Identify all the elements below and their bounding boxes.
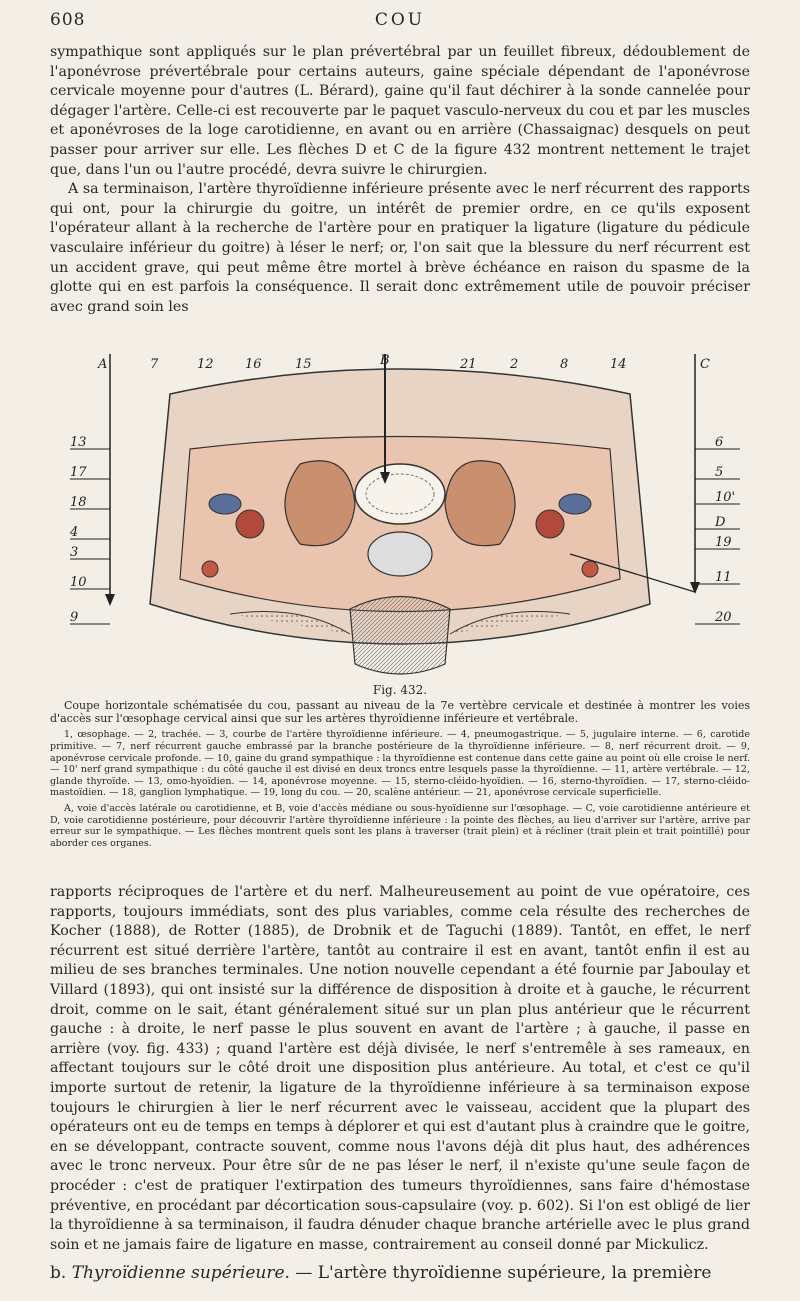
vertebral-left [202, 561, 218, 577]
label-11: 11 [715, 570, 732, 585]
esophagus [368, 532, 432, 576]
paragraph: sympathique sont appliqués sur le plan prévertébral par un feuillet fibreux, dédoublement de l'aponévrose prévertébrale pour certains auteurs, gaine spéciale dépendant de l'aponévrose cervicale moyenne pour d'autres (L. Bérard), gaine qu'il faut déchirer à la sonde cannelée pour dégager l'artère. Celle-ci est recouverte par le paquet vasculo-nerveux du cou et par les muscles et aponévroses de la loge carotidienne, en avant ou en arrière (Chassaignac) desquels on peut passer pour arriver sur elle. Les flèches D et C de la figure 432 montrent nettement le trajet que, dans l'un ou l'autre procédé, devra suivre le chirurgien. [50, 44, 750, 178]
text-block-bottom [50, 883, 750, 1255]
label-21: 21 [460, 357, 477, 372]
label-8: 8 [560, 357, 569, 372]
anatomical-cross-section [50, 354, 750, 684]
paragraph: A sa terminaison, l'artère thyroïdienne inférieure présente avec le nerf récurrent des rapports qui ont, pour la chirurgie du goitre, un intérêt de premier ordre, en ce qu'ils exposent l'opérateur allant à la recherche de l'artère pour en pratiquer la ligature (ligature du pédicule vasculaire inférieur du goitre) à léser le nerf; or, l'on sait que la blessure du nerf récurrent est un accident grave, qui peut même être mortel à brève échéance en raison du spasme de la glotte qui en est parfois la conséquence. Il serait donc extrêmement utile de pouvoir préciser avec grand soin les [50, 181, 750, 315]
label-7: 7 [150, 357, 159, 372]
label-D: D [715, 515, 726, 530]
label-4: 4 [70, 525, 79, 540]
subheading-title: Thyroïdienne supérieure. [71, 1263, 290, 1283]
subheading-rest: — L'artère thyroïdienne supérieure, la première [295, 1263, 712, 1283]
jugular-left [209, 494, 241, 514]
running-title: COU [374, 10, 426, 30]
label-14: 14 [610, 357, 627, 372]
thyroid-left-lobe [285, 461, 355, 546]
section-subheading [50, 1263, 750, 1283]
trachea [355, 464, 445, 524]
label-17: 17 [70, 465, 87, 480]
label-12: 12 [197, 357, 214, 372]
label-6: 6 [715, 435, 724, 450]
carotid-left [236, 510, 264, 538]
label-2: 2 [510, 357, 519, 372]
vertebra [350, 597, 450, 675]
label-16: 16 [245, 357, 262, 372]
figure-number: Fig. 432. [372, 683, 428, 697]
label-A: A [98, 357, 108, 372]
label-18: 18 [70, 495, 87, 510]
label-15: 15 [295, 357, 312, 372]
label-10-prime: 10' [715, 490, 736, 505]
jugular-right [559, 494, 591, 514]
label-B: B [380, 354, 390, 368]
legend-letters: A, voie d'accès latérale ou carotidienne, et B, voie d'accès médiane ou sous-hyoïdienne sur l'œsophage. — C, voie carotidienne antérieure et D, voie carotidienne postérieure, pour découvrir l'artère thyroïdienne inférieure : la pointe des flèches, au lieu d'arriver sur l'artère, arrive par erreur sur le sympathique. — Les flèches montrent quels sont les plans à traverser (trait plein) et à récliner (trait plein et trait pointillé) pour aborder ces organes. [50, 802, 750, 849]
text-block-top [50, 43, 750, 317]
page-number: 608 [50, 10, 86, 30]
label-19: 19 [715, 535, 732, 550]
thyroid-right-lobe [445, 461, 515, 546]
label-3: 3 [70, 545, 79, 560]
carotid-right [536, 510, 564, 538]
label-20: 20 [715, 610, 732, 625]
label-13: 13 [70, 435, 87, 450]
label-5: 5 [715, 465, 724, 480]
label-C: C [700, 357, 710, 372]
figure-432 [50, 354, 750, 684]
caption-text: Coupe horizontale schématisée du cou, passant au niveau de la 7e vertèbre cervicale et destinée à montrer les voies d'accès sur l'œsophage cervical ainsi que sur les artères thyroïdienne inférieure et vertébrale. [50, 699, 750, 726]
page-header [50, 10, 750, 34]
label-9: 9 [70, 610, 79, 625]
subheading-prefix: b. [50, 1263, 67, 1283]
paragraph: rapports réciproques de l'artère et du nerf. Malheureusement au point de vue opératoire, ces rapports, toujours immédiats, sont des plus variables, comme cela résulte des recherches de Kocher (1888), de Rotter (1885), de Drobnik et de Taguchi (1889). Tantôt, en effet, le nerf récurrent est situé derrière l'artère, tantôt au contraire il est en avant, tantôt enfin il est au milieu de ses branches terminales. Une notion nouvelle cependant a été fournie par Jaboulay et Villard (1893), qui ont insisté sur la différence de disposition à droite et à gauche, le récurrent droit, comme on le sait, étant généralement situé sur un plan plus antérieur que le récurrent gauche : à droite, le nerf passe le plus souvent en avant de l'artère ; à gauche, il passe en arrière (voy. fig. 433) ; quand l'artère est déjà divisée, le nerf s'entremêle à ses rameaux, en affectant toujours sur le côté droit une disposition plus antérieure. Au total, et c'est ce qu'il importe surtout de retenir, la ligature de la thyroïdienne inférieure à sa terminaison expose toujours le chirurgien à lier le nerf récurrent avec le vaisseau, accident que la plupart des opérateurs ont eu de temps en temps à déplorer et qui est d'autant plus à craindre que le goitre, en se développant, contracte souvent, comme nous l'avons déjà dit plus haut, des adhérences avec le tronc nerveux. Pour être sûr de ne pas léser le nerf, il n'existe qu'une seule façon de procéder : c'est de pratiquer l'extirpation des tumeurs thyroïdiennes, sans faire d'hémostase préventive, en procédant par décortication sous-capsulaire (voy. p. 602). Si l'on est obligé de lier la thyroïdienne à sa terminaison, il faudra dénuder chaque branche artérielle avec le plus grand soin et ne jamais faire de ligature en masse, contrairement au conseil donné par Mickulicz. [50, 884, 750, 1253]
legend-numbers: 1, œsophage. — 2, trachée. — 3, courbe de l'artère thyroïdienne inférieure. — 4, pneumogastrique. — 5, jugulaire interne. — 6, carotide primitive. — 7, nerf récurrent gauche embrassé par la branche postérieure de la thyroïdienne inférieure. — 8, nerf récurrent droit. — 9, aponévrose cervicale profonde. — 10, gaine du grand sympathique : la thyroïdienne est contenue dans cette gaine au point où elle croise le nerf. — 10' nerf grand sympathique : du côté gauche il est divisé en deux troncs entre lesquels passe la thyroïdienne. — 11, artère vertébrale. — 12, glande thyroïde. — 13, omo-hyoïdien. — 14, aponévrose moyenne. — 15, sterno-cléido-hyoïdien. — 16, sterno-thyroïdien. — 17, sterno-cléido-mastoïdien. — 18, ganglion lymphatique. — 19, long du cou. — 20, scalène antérieur. — 21, aponévrose cervicale superficielle. [50, 729, 750, 799]
vertebral-right [582, 561, 598, 577]
figure-caption [50, 699, 750, 849]
label-10: 10 [70, 575, 87, 590]
